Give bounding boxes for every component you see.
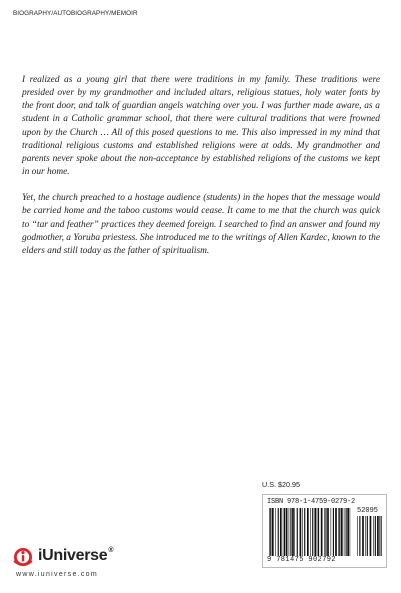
- back-cover-blurb: [22, 74, 380, 271]
- barcode-block: [262, 494, 387, 568]
- ean-digits: 9 781475 902792: [267, 556, 337, 564]
- price-label: U.S. $20.95: [262, 480, 300, 489]
- iuniverse-logo-icon: [12, 547, 34, 567]
- isbn-number: ISBN 978-1-4759-0279-2: [267, 498, 356, 506]
- publisher-logo: [12, 547, 152, 567]
- barcode-addon-number: 52095: [357, 507, 379, 515]
- blurb-paragraph-2: Yet, the church preached to a hostage audience (students) in the hopes that the message would be carried home and the taboo customs would cease. It came to me that the church was quick to “tar and feather” practices they deemed foreign. I searched to find an answer and found my godmother, a Yoruba priestess. She introduced me to the writings of Allen Kardec, known to the elders and still today as the father of spiritualism.: [22, 193, 380, 256]
- publisher-website: www.iuniverse.com: [16, 571, 99, 578]
- publisher-name: iUniverse®: [38, 547, 114, 564]
- category-label: BIOGRAPHY/AUTOBIOGRAPHY/MEMOIR: [13, 10, 138, 17]
- blurb-paragraph-1: I realized as a young girl that there were traditions in my family. These traditions were presided over by my grandmother and included altars, religious statues, holy water fonts by the front door, and talk of guardian angels watching over you. I was further made aware, as a student in a Catholic grammar school, that there were cultural traditions that were frowned upon by the Church … All of this posed questions to me. This also impressed in my mind that traditional religious customs and established religions were at odds. My grandmother and parents never spoke about the non-acceptance by established religions of the customs we kept in our home.: [22, 75, 380, 178]
